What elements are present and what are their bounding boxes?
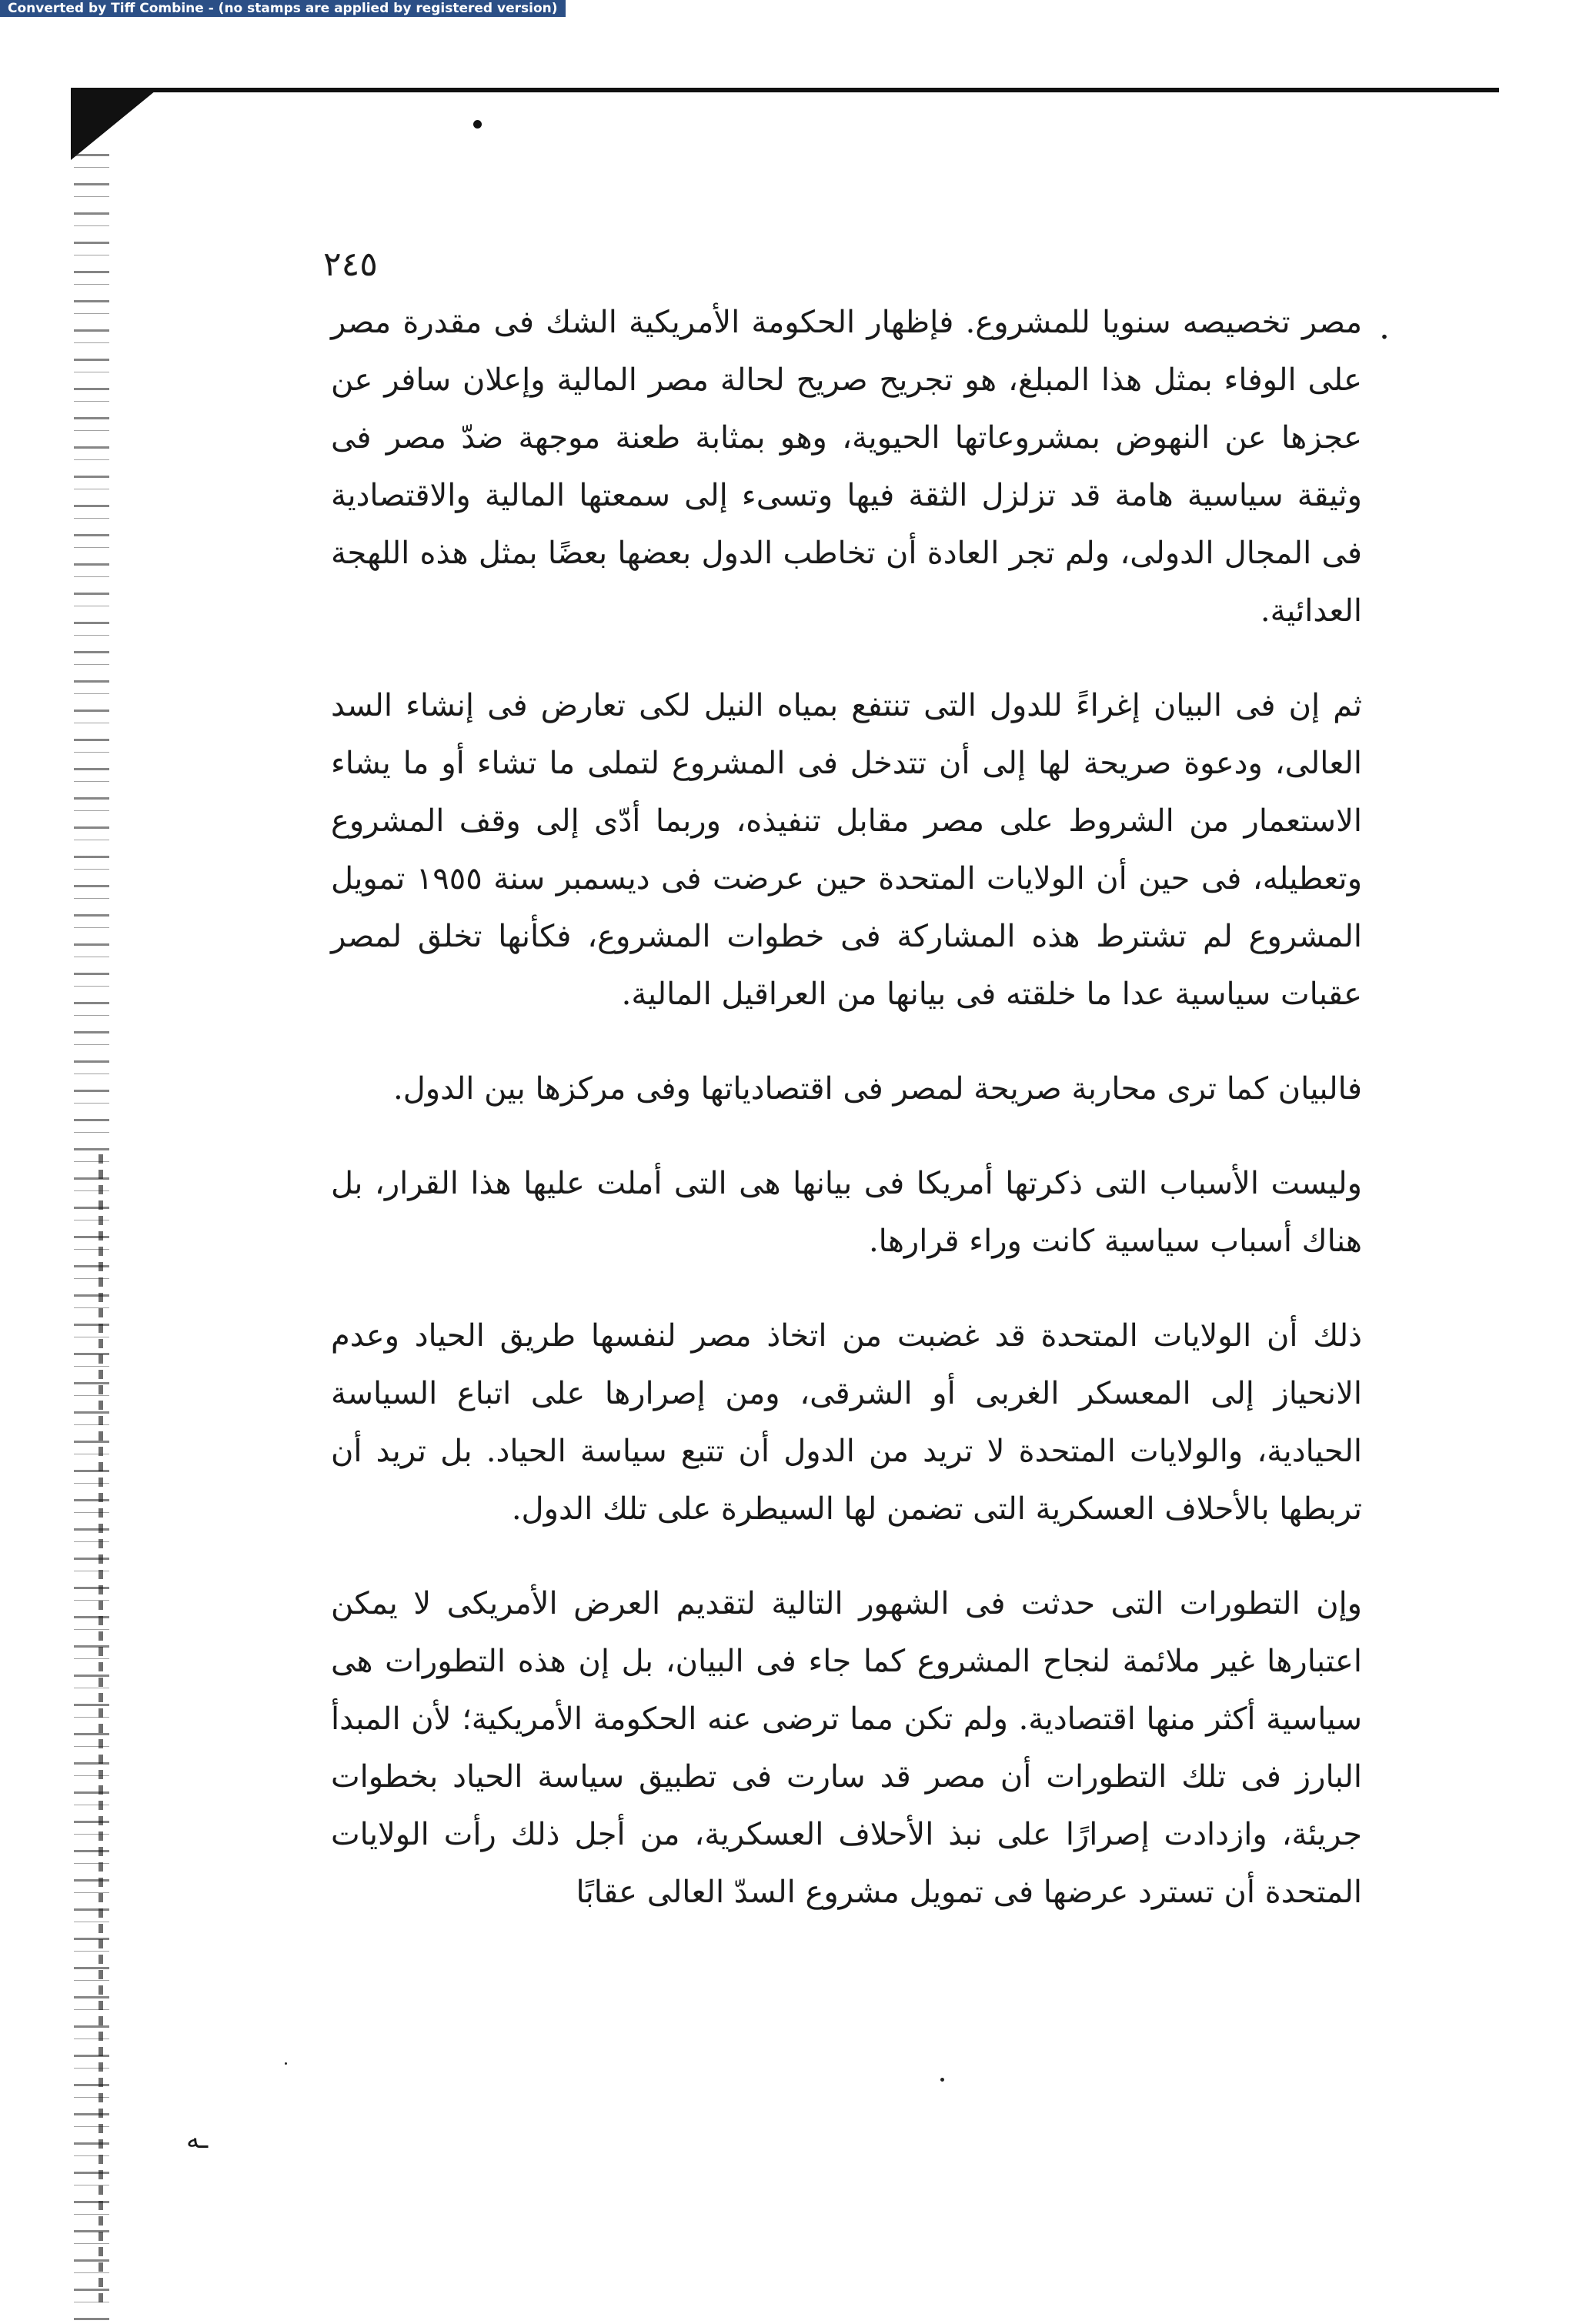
binding-edge-marks-dark bbox=[98, 1154, 103, 2309]
paragraph-3: فالبيان كما ترى محاربة صريحة لمصر فى اقتصادياتها وفى مركزها بين الدول. bbox=[392, 1071, 1362, 1107]
margin-dot: . bbox=[1379, 308, 1390, 347]
page-number: ٢٤٥ bbox=[323, 245, 378, 284]
scan-corner-shadow bbox=[71, 91, 155, 160]
scan-speck bbox=[473, 120, 482, 129]
paragraph-5: ذلك أن الولايات المتحدة قد غضبت من اتخاذ مصر لنفسها طريق الحياد وعدم الانحياز إلى المعسكر الغربى أو الشرقى، ومن إصرارها على اتباع السياسة الحيادية، والولايات المتحدة لا تريد من الدول أن تتبع سياسة الحياد. بل تريد أن تربطها بالأحلاف العسكرية التى تضمن لها السيطرة على تلك الدول. bbox=[331, 1318, 1362, 1527]
paragraph-2: ثم إن فى البيان إغراءً للدول التى تنتفع بمياه النيل لكى تعارض فى إنشاء السد العالى، ودعوة صريحة لها إلى أن تتدخل فى المشروع لتملى ما تشاء أو ما يشاء الاستعمار من الشروط على مصر مقابل تنفيذه، وربما أدّى إلى وقف المشروع وتعطيله، فى حين أن الولايات المتحدة حين عرضت فى ديسمبر سنة ١٩٥٥ تمويل المشروع لم تشترط هذه المشاركة فى خطوات المشروع، فكأنها تخلق لمصر عقبات سياسية عدا ما خلقته فى بيانها من العراقيل المالية. bbox=[331, 688, 1363, 1012]
converter-banner: Converted by Tiff Combine - (no stamps are applied by registered version) bbox=[0, 0, 566, 17]
paragraph-1: مصر تخصيصه سنويا للمشروع. فإظهار الحكومة الأمريكية الشك فى مقدرة مصر على الوفاء بمثل هذا المبلغ، هو تجريح صريح لحالة مصر المالية وإعلان سافر عن عجزها عن النهوض بمشروعاتها الحيوية، وهو بمثابة طعنة موجهة ضدّ مصر فى وثيقة سياسية هامة قد تزلزل الثقة فيها وتسىء إلى سمعتها المالية والاقتصادية فى المجال الدولى، ولم تجر العادة أن تخاطب الدول بعضها بعضًا بمثل هذه اللهجة العدائية. bbox=[331, 305, 1362, 629]
top-rule bbox=[71, 88, 1499, 92]
footer-mark: ـه bbox=[186, 2124, 209, 2155]
paragraph-6: وإن التطورات التى حدثت فى الشهور التالية لتقديم العرض الأمريكى لا يمكن اعتبارها غير ملائمة لنجاح المشروع كما جاء فى البيان، بل إن هذه التطورات هى سياسية أكثر منها اقتصادية. ولم تكن مما ترضى عنه الحكومة الأمريكية؛ لأن المبدأ البارز فى تلك التطورات أن مصر قد سارت فى تطبيق سياسة الحياد بخطوات جريئة، وازدادت إصرارًا على نبذ الأحلاف العسكرية، من أجل ذلك رأت الولايات المتحدة أن تسترد عرضها فى تمويل مشروع السدّ العالى عقابًا bbox=[331, 1586, 1363, 1910]
scan-speck bbox=[940, 2078, 944, 2082]
paragraph-4: وليست الأسباب التى ذكرتها أمريكا فى بيانها هى التى أملت عليها هذا القرار، بل هناك أسباب سياسية كانت وراء قرارها. bbox=[331, 1166, 1362, 1259]
page-body bbox=[331, 294, 1362, 1958]
scan-speck bbox=[285, 2062, 287, 2065]
binding-edge-marks bbox=[74, 154, 109, 2324]
